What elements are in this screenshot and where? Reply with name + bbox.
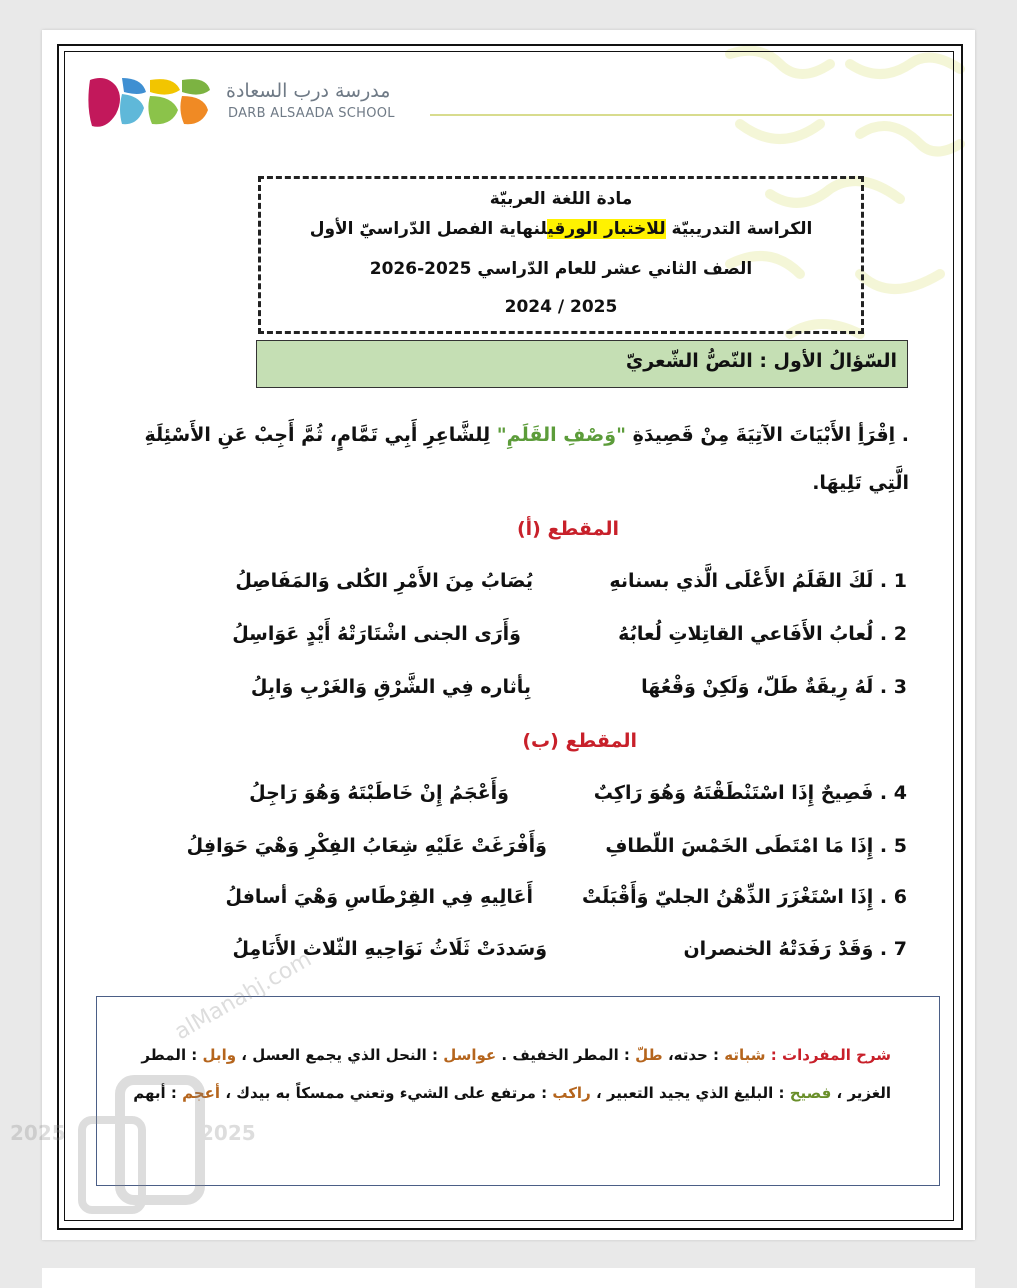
- verse-6-second: أَعَالِيهِ فِي القِرْطَاسِ وَهْيَ أسافلُ: [225, 886, 533, 908]
- poem-title: "وَصْفِ القَلَمِ": [496, 424, 626, 446]
- booklet-title: الكراسة التدريبيّة للاختبار الورقيلنهاية الفصل الدّراسيّ الأول: [309, 219, 813, 239]
- vocab-line-2: الغزير ، فصيح : البليغ الذي يجيد التعبير ، راكب : مرتفع على الشيء وتعني ممسكاً به بيدك ، أعجم : أبهم: [133, 1084, 891, 1102]
- verse-2-second: وَأَرَى الجنى اشْتَارَتْهُ أَيْدٍ عَوَاسِلُ: [232, 623, 521, 645]
- watermark-logo-icon: [10, 946, 316, 1240]
- verse-3-first: 3 . لَهُ رِيقَةٌ طَلّ، وَلَكِنْ وَقْعُهَا: [641, 676, 907, 698]
- verse-7-second: وَسَددَتْ ثَلَاثُ نَوَاحِيهِ الثّلاث الأَنَامِلُ: [232, 938, 547, 960]
- verse-5-first: 5 . إِذَا مَا امْتَطَى الخَمْسَ اللّطافِ: [605, 835, 907, 857]
- school-name-arabic: مدرسة درب السعادة: [226, 80, 391, 102]
- svg-text:alManahj.com: alManahj.com: [170, 946, 316, 1046]
- verse-2-first: 2 . لُعابُ الأَفَاعي القاتِلاتِ لُعابُهُ: [618, 623, 907, 645]
- vocab-line-1: شرح المفردات : شباته : حدته، طلّ : المطر الخفيف . عواسل : النحل الذي يجمع العسل ، وابل : المطر: [141, 1046, 891, 1064]
- verse-1-first: 1 . لَكَ القَلَمُ الأَعْلَى الَّذي بسنانهِ: [609, 570, 907, 592]
- svg-text:2025: 2025: [10, 1121, 66, 1145]
- section-b-title: المقطع (ب): [522, 730, 637, 752]
- question-header: [256, 340, 908, 388]
- subject-title: مادة اللغة العربيّة: [489, 189, 633, 209]
- next-page-edge: [42, 1268, 975, 1288]
- grade-line: الصف الثاني عشر للعام الدّراسي 2025-2026: [369, 259, 753, 279]
- verse-4-second: وَأَعْجَمُ إِنْ خَاطَبْتَهُ وَهُوَ رَاجِلُ: [249, 782, 509, 804]
- question-label: السّؤالُ الأول : النّصُّ الشّعريّ: [625, 350, 897, 372]
- intro-line-1: . اِقْرَأِ الأَبْيَاتَ الآتِيَةَ مِنْ قَصِيدَةِ "وَصْفِ القَلَمِ" لِلشَّاعِرِ أَبِي تَمَّامٍ، ثُمَّ أَجِبْ عَنِ الأَسْئِلَةِ: [144, 424, 909, 446]
- school-logo-icon: [86, 72, 210, 132]
- highlighted-text: للاختبار الورقي: [547, 219, 666, 239]
- header-divider: [430, 114, 952, 116]
- verse-3-second: بِأثاره فِي الشَّرْقِ وَالغَرْبِ وَابِلُ: [250, 676, 531, 698]
- title-box: [258, 176, 864, 334]
- section-a-title: المقطع (أ): [516, 518, 619, 540]
- verse-6-first: 6 . إِذَا اسْتَغْزَرَ الذِّهْنُ الجليّ وَأَقْبَلَتْ: [582, 886, 907, 908]
- verse-5-second: وَأَفْرَغَتْ عَلَيْهِ شِعَابُ الفِكْرِ وَهْيَ حَوَافِلُ: [186, 835, 547, 857]
- school-name-english: DARB ALSAADA SCHOOL: [228, 106, 395, 121]
- verse-1-second: يُصَابُ مِنَ الأَمْرِ الكُلى وَالمَفَاصِلُ: [235, 570, 533, 592]
- verse-7-first: 7 . وَقَدْ رَفَدَتْهُ الخنصران: [683, 938, 907, 960]
- verse-4-first: 4 . فَصِيحٌ إِذَا اسْتَنْطَقْتَهُ وَهُوَ رَاكِبٌ: [593, 782, 907, 804]
- vocab-heading: شرح المفردات :: [770, 1046, 891, 1064]
- svg-text:2025: 2025: [200, 1121, 256, 1145]
- year-line: 2025 / 2024: [504, 297, 618, 317]
- intro-line-2: الَّتِي تَلِيهَا.: [812, 472, 909, 494]
